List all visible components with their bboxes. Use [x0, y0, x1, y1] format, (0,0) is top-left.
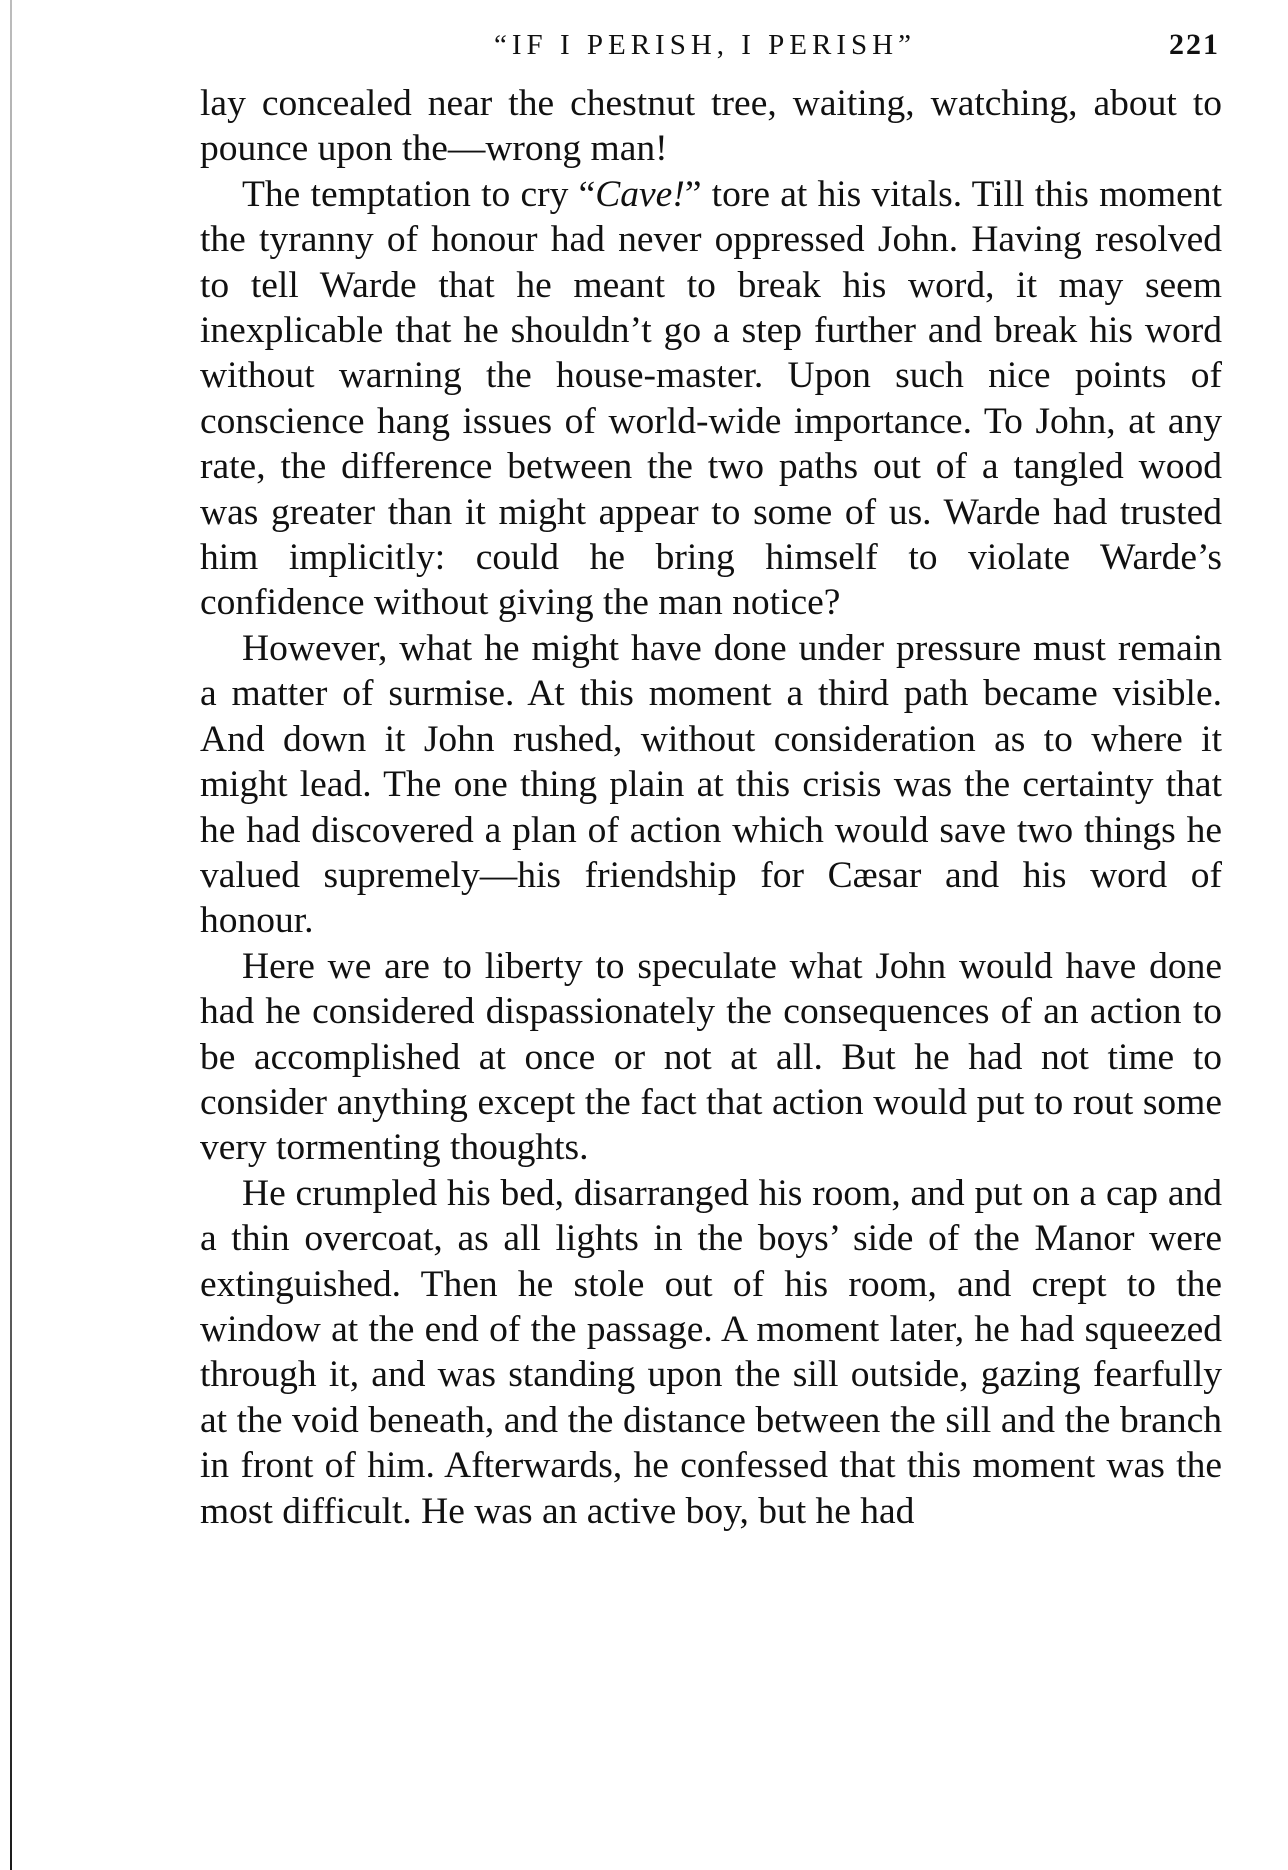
page-number: 221: [1169, 28, 1220, 61]
page-header: [190, 20, 1220, 70]
paragraph-text: The temptation to cry “: [242, 173, 596, 215]
paragraph: He crumpled his bed, disarranged his room, and put on a cap and a thin overcoat, as all lights in the boys’ side of the Manor were extinguished. Then he stole out of his room, and crept to the window at the end of the passage. A moment later, he had squeezed through it, and was standing upon the sill outside, gazing fearfully at the void beneath, and the distance between the sill and the branch in front of him. Afterwards, he confessed that this moment was the most difficult. He was an active boy, but he had: [200, 1172, 1222, 1532]
paragraph: Here we are to liberty to speculate what John would have done had he considered dispassionately the consequences of an action to be accomplished at once or not at all. But he had not time to consider anything except the fact that action would put to rout some very tormenting thoughts.: [200, 945, 1222, 1169]
paragraph: However, what he might have done under pressure must remain a matter of surmise. At this moment a third path became visible. And down it John rushed, without consideration as to where it might lead. The one thing plain at this crisis was the certainty that he had discovered a plan of action which would save two things he valued supremely—his friendship for Cæsar and his word of honour.: [200, 627, 1222, 942]
body-text: [200, 81, 1222, 1534]
paragraph: [200, 172, 1222, 626]
paragraph-text: ” tore at his vitals. Till this moment the tyranny of honour had never oppressed John. Having resolved to tell Warde that he meant to break his word, it may seem inexplicable that he shouldn’t go a step further and break his word without warning the house-master. Upon such nice points of conscience hang issues of world-wide importance. To John, at any rate, the difference between the two paths out of a tangled wood was greater than it might appear to some of us. Warde had trusted him implicitly: could he bring himself to violate Warde’s confidence without giving the man notice?: [200, 173, 1222, 624]
page-edge: [10, 0, 12, 1870]
running-title: “IF I PERISH, I PERISH”: [494, 29, 916, 61]
italic-phrase: Cave!: [595, 173, 685, 215]
paragraph-continued: lay concealed near the chestnut tree, waiting, watching, about to pounce upon the—wrong man!: [200, 83, 1222, 170]
